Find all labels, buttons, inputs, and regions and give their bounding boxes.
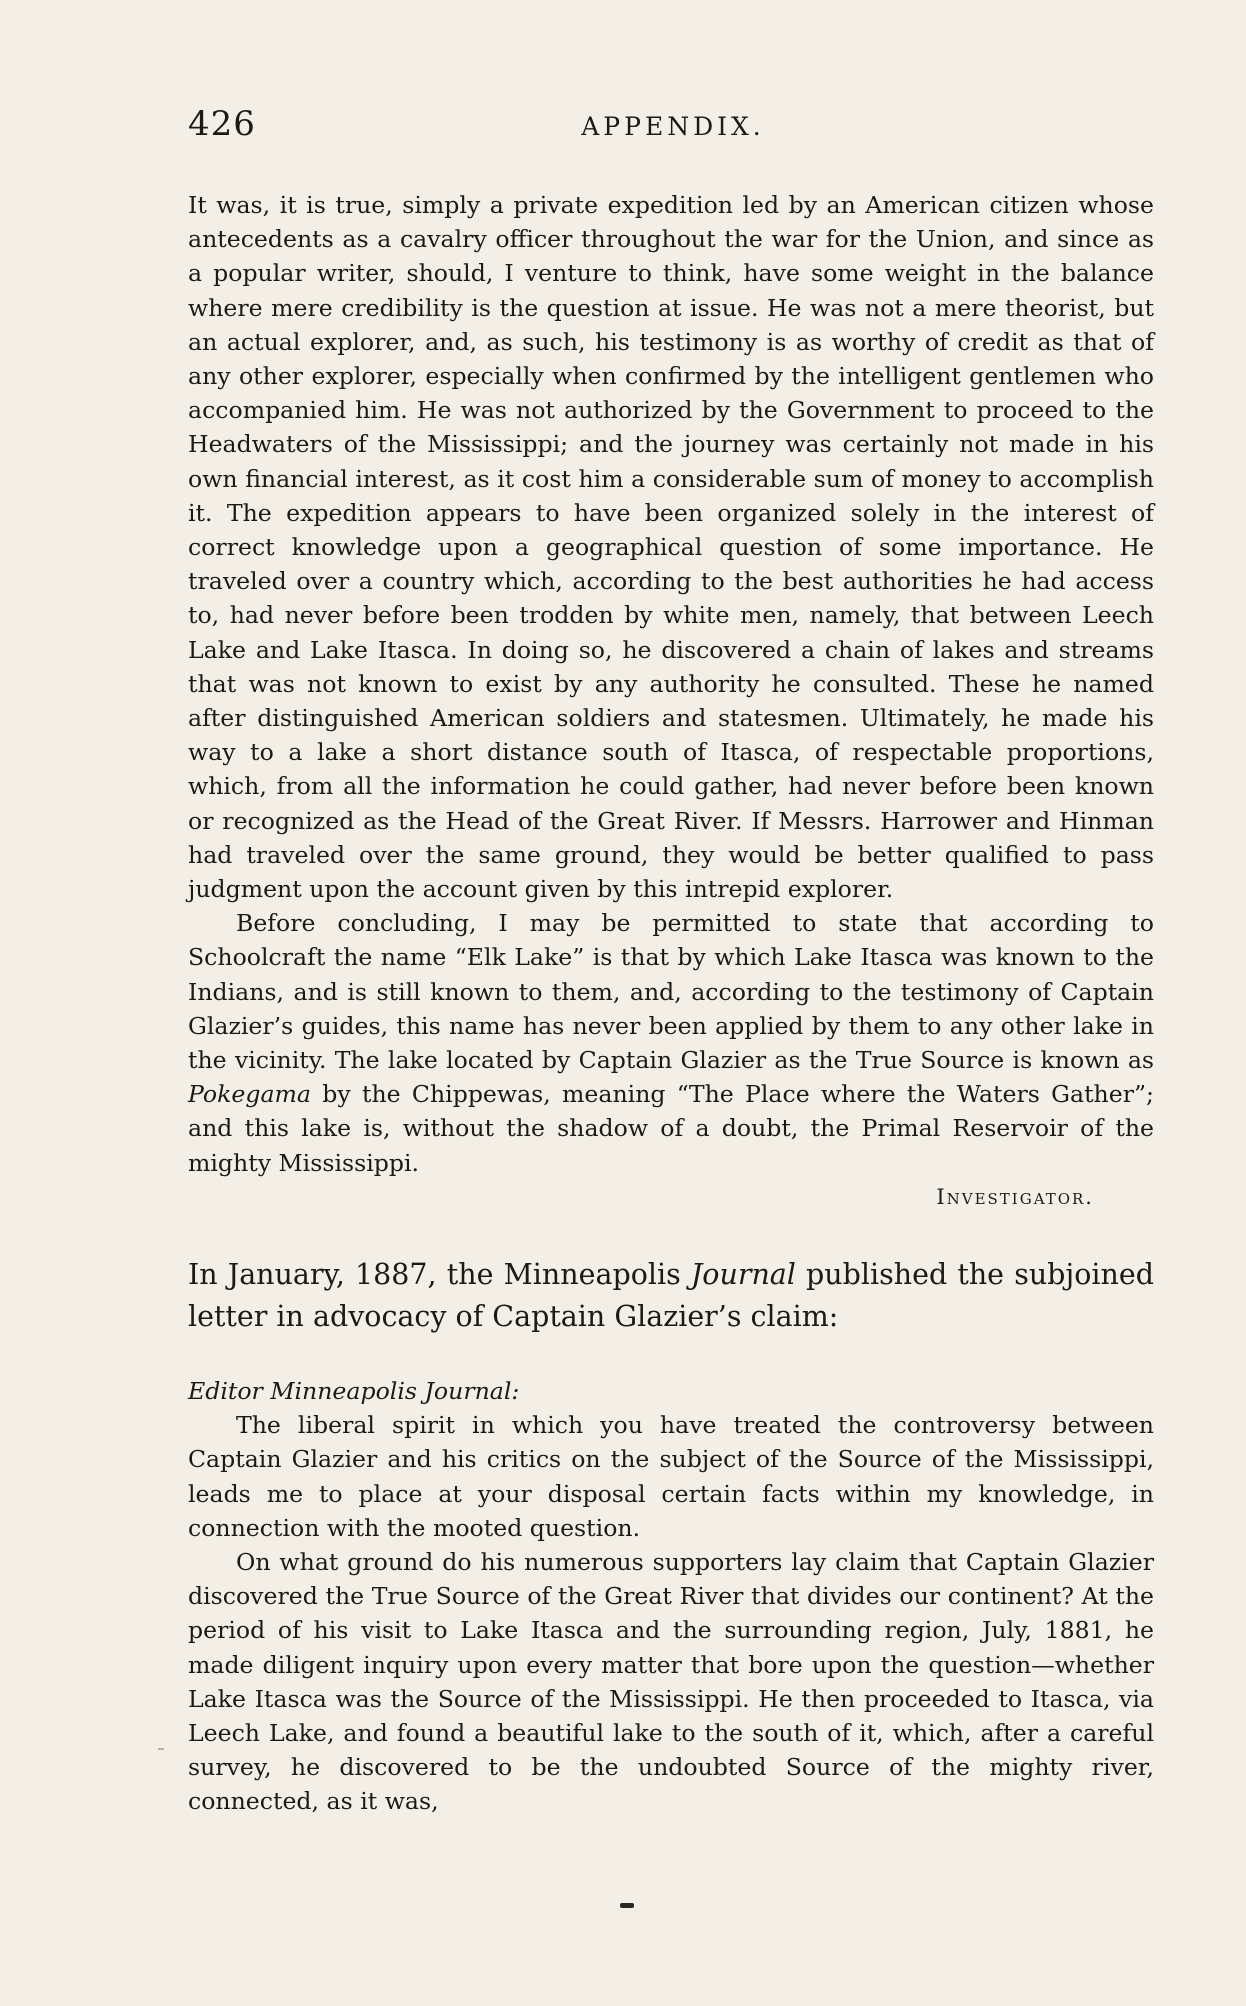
intro-paragraph [188, 1254, 1154, 1338]
paragraph-what-ground: On what ground do his numerous supporters lay claim that Captain Glazier discovered the True Source of the Great River that divides our continent? At the period of his visit to Lake Itasca and the surrounding region, July, 1881, he made diligent inquiry upon every matter that bore upon the question—whether Lake Itasca was the Source of the Mississippi. He then proceeded to Itasca, via Leech Lake, and found a beautiful lake to the south of it, which, after a careful survey, he discovered to be the undoubted Source of the mighty river, connected, as it was, [188, 1547, 1154, 1816]
margin-mark [158, 1748, 164, 1750]
paragraph-expedition: It was, it is true, simply a private expedition led by an American citizen whose antecedents as a cavalry officer throughout the war for the Union, and since as a popular writer, should, I venture to think, have some weight in the balance where mere credibility is the question at issue. He was not a mere theorist, but an actual explorer, and, as such, his testimony is as worthy of credit as that of any other explorer, especially when confirmed by the intelligent gentlemen who accompanied him. He was not authorized by the Government to proceed to the Headwaters of the Mississippi; and the journey was certainly not made in his own financial interest, as it cost him a considerable sum of money to accomplish it. The expedition appears to have been organized solely in the interest of correct knowledge upon a geographical question of some importance. He traveled over a country which, according to the best authorities he had access to, had never before been trodden by white men, namely, that between Leech Lake and Lake Itasca. In doing so, he discovered a chain of lakes and streams that was not known to exist by any authority he consulted. These he named after distinguished American soldiers and statesmen. Ultimately, he made his way to a lake a short distance south of Itasca, of respectable proportions, which, from all the information he could gather, had never before been known or recognized as the Head of the Great River. If Messrs. Harrower and Hinman had traveled over the same ground, they would be better qualified to pass judgment upon the account given by this intrepid explorer. [188, 191, 1154, 904]
intro-text: In January, 1887, the Minneapolis [188, 1257, 691, 1291]
page-header [188, 104, 1158, 148]
letter-salutation: Editor Minneapolis Journal: [188, 1376, 520, 1405]
paragraph-elk-lake-text: Before concluding, I may be permitted to state that according to Schoolcraft the name “Elk Lake” is that by which Lake Itasca was known to the Indians, and is still known to them, and, according to the testimony of Captain Glazier’s guides, this name has never been applied by them to any other lake in the vicinity. The lake located by Captain Glazier as the True Source is known as [188, 909, 1154, 1075]
pokegama-italic: Pokegama [188, 1080, 311, 1109]
page-number: 426 [188, 104, 256, 144]
body-text [188, 188, 1154, 1819]
signature-line [188, 1180, 1154, 1214]
paragraph-liberal-spirit: The liberal spirit in which you have treated the controversy between Captain Glazier and his critics on the subject of the Source of the Mississippi, leads me to place at your disposal certain facts within my knowledge, in connection with the mooted question. [188, 1411, 1154, 1542]
signature-investigator: Investigator. [936, 1184, 1094, 1209]
intro-text-end: published the subjoined letter in advocacy of Captain Glazier’s claim: [188, 1257, 1154, 1333]
ink-speck [620, 1903, 634, 1908]
paragraph-elk-lake [188, 906, 1154, 1180]
paragraph-elk-lake-text-end: by the Chippewas, meaning “The Place where the Waters Gather”; and this lake is, without the shadow of a doubt, the Primal Reservoir of the mighty Mississippi. [188, 1080, 1154, 1177]
running-head: APPENDIX. [581, 112, 765, 141]
journal-italic: Journal [690, 1257, 796, 1291]
